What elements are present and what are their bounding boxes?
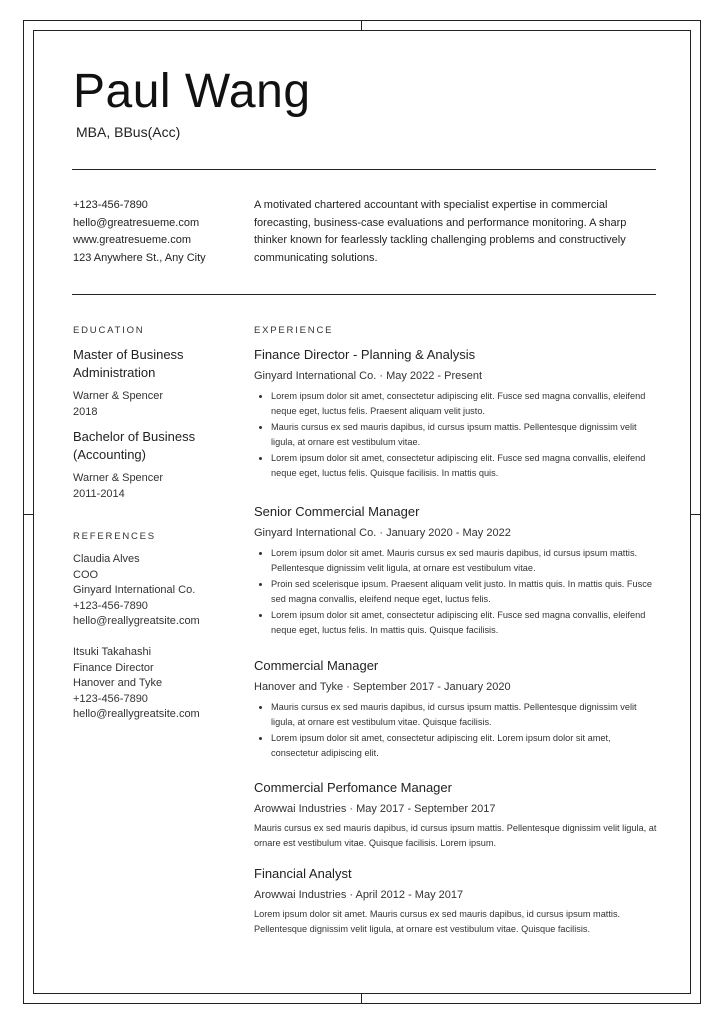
job-meta: Ginyard International Co. · January 2020 - May 2022 (254, 527, 511, 539)
reference-name: Claudia Alves (73, 553, 140, 565)
job-description: Mauris cursus ex sed mauris dapibus, id cursus ipsum mattis. Pellentesque dignissim velit ligula, at ornare est vestibulum vitae. Quisque facilisis. Lorem ipsum. (254, 823, 657, 849)
reference-role: COO (73, 568, 99, 581)
job-meta: Ginyard International Co. · May 2022 - Present (254, 370, 483, 382)
job-bullet: • Lorem ipsum dolor sit amet. Mauris cursus ex sed mauris dapibus, id cursus ipsum mattis. Pellentesque dignissim velit ligula, at ornare est vestibulum vitae. (271, 546, 658, 577)
frame-tick-bottom (361, 994, 362, 1004)
reference-role: Finance Director (73, 661, 154, 674)
job-bullet: • Proin sed scelerisque ipsum. Praesent aliquam velit justo. In mattis quis. In mattis quis. Fusce sed magna convallis, eleifend neque eget, luctus felis. (271, 577, 658, 608)
experience-item (254, 347, 658, 481)
reference-email[interactable]: hello@reallygreatsite.com (73, 615, 200, 628)
education-degree: Bachelor of Business (Accounting) (73, 429, 196, 462)
resume-degree: MBA, BBus(Acc) (76, 124, 181, 140)
resume-name: Paul Wang (73, 65, 311, 118)
job-description: Lorem ipsum dolor sit amet. Mauris cursus ex sed mauris dapibus, id cursus ipsum mattis. Pellentesque dignissim velit ligula, at ornare est vestibulum vitae. Quisque facilisis. (254, 909, 621, 935)
contact-website[interactable]: www.greatresueme.com (73, 234, 191, 246)
reference-name: Itsuki Takahashi (73, 646, 152, 658)
job-bullet: • Lorem ipsum dolor sit amet, consectetur adipiscing elit. Fusce sed magna convallis, eleifend neque eget, luctus felis. In mattis quis. Quisque facilisis. (271, 608, 658, 639)
job-bullets (254, 700, 658, 762)
job-bullet: • Lorem ipsum dolor sit amet, consectetur adipiscing elit. Fusce sed magna convallis, eleifend neque eget, luctus felis. Quisque facilisis. In mattis quis. (271, 451, 658, 482)
education-heading: EDUCATION (73, 325, 145, 336)
contact-address: 123 Anywhere St., Any City (73, 251, 206, 264)
experience-item (254, 658, 658, 762)
education-years: 2011-2014 (73, 488, 125, 500)
job-bullet: • Lorem ipsum dolor sit amet, consectetur adipiscing elit. Fusce sed magna convallis, eleifend neque eget, luctus felis. Praesent aliquam velit justo. (271, 389, 658, 420)
reference-company: Ginyard International Co. (73, 584, 196, 597)
divider-top (72, 169, 656, 170)
contact-phone: +123-456-7890 (73, 199, 148, 211)
job-bullet: • Mauris cursus ex sed mauris dapibus, id cursus ipsum mattis. Pellentesque dignissim velit ligula, at ornare est vestibulum vitae. Quisque facilisis. (271, 700, 658, 731)
reference-phone: +123-456-7890 (73, 692, 148, 705)
job-meta: Arowwai Industries · April 2012 - May 2017 (254, 889, 464, 901)
frame-tick-right (691, 514, 701, 515)
job-bullets (254, 546, 658, 638)
references-heading: REFERENCES (73, 531, 156, 542)
reference-company: Hanover and Tyke (73, 677, 163, 690)
job-title: Commercial Perfomance Manager (254, 780, 452, 795)
education-item (73, 346, 238, 420)
education-item (73, 428, 238, 502)
job-meta: Hanover and Tyke · September 2017 - January 2020 (254, 681, 511, 693)
contact-email[interactable]: hello@greatresueme.com (73, 216, 200, 229)
job-meta: Arowwai Industries · May 2017 - September 2017 (254, 803, 496, 815)
divider-middle (72, 294, 656, 295)
contact-block (73, 197, 206, 267)
reference-email[interactable]: hello@reallygreatsite.com (73, 708, 200, 721)
experience-item (254, 866, 658, 938)
reference-item (73, 552, 238, 630)
job-title: Financial Analyst (254, 866, 352, 881)
experience-heading: EXPERIENCE (254, 325, 334, 336)
job-title: Commercial Manager (254, 658, 379, 673)
education-years: 2018 (73, 406, 98, 418)
experience-item (254, 504, 658, 638)
education-school: Warner & Spencer (73, 390, 164, 402)
reference-item (73, 645, 238, 723)
education-degree: Master of Business Administration (73, 347, 184, 380)
job-bullet: • Mauris cursus ex sed mauris dapibus, id cursus ipsum mattis. Pellentesque dignissim velit ligula, at ornare est vestibulum vitae. (271, 420, 658, 451)
job-bullets (254, 389, 658, 481)
profile-summary: A motivated chartered accountant with specialist expertise in commercial forecasting, business-case evaluations and performance monitoring. A sharp thinker known for fearlessly tackling challenging problems and constructively communicating solutions. (254, 199, 627, 264)
education-school: Warner & Spencer (73, 472, 164, 484)
experience-item (254, 780, 658, 852)
frame-tick-top (361, 20, 362, 30)
frame-tick-left (23, 514, 33, 515)
job-bullet: • Lorem ipsum dolor sit amet, consectetur adipiscing elit. Lorem ipsum dolor sit amet, consectetur adipiscing elit. (271, 731, 658, 762)
job-title: Finance Director - Planning & Analysis (254, 347, 476, 362)
reference-phone: +123-456-7890 (73, 599, 148, 612)
job-title: Senior Commercial Manager (254, 504, 420, 519)
